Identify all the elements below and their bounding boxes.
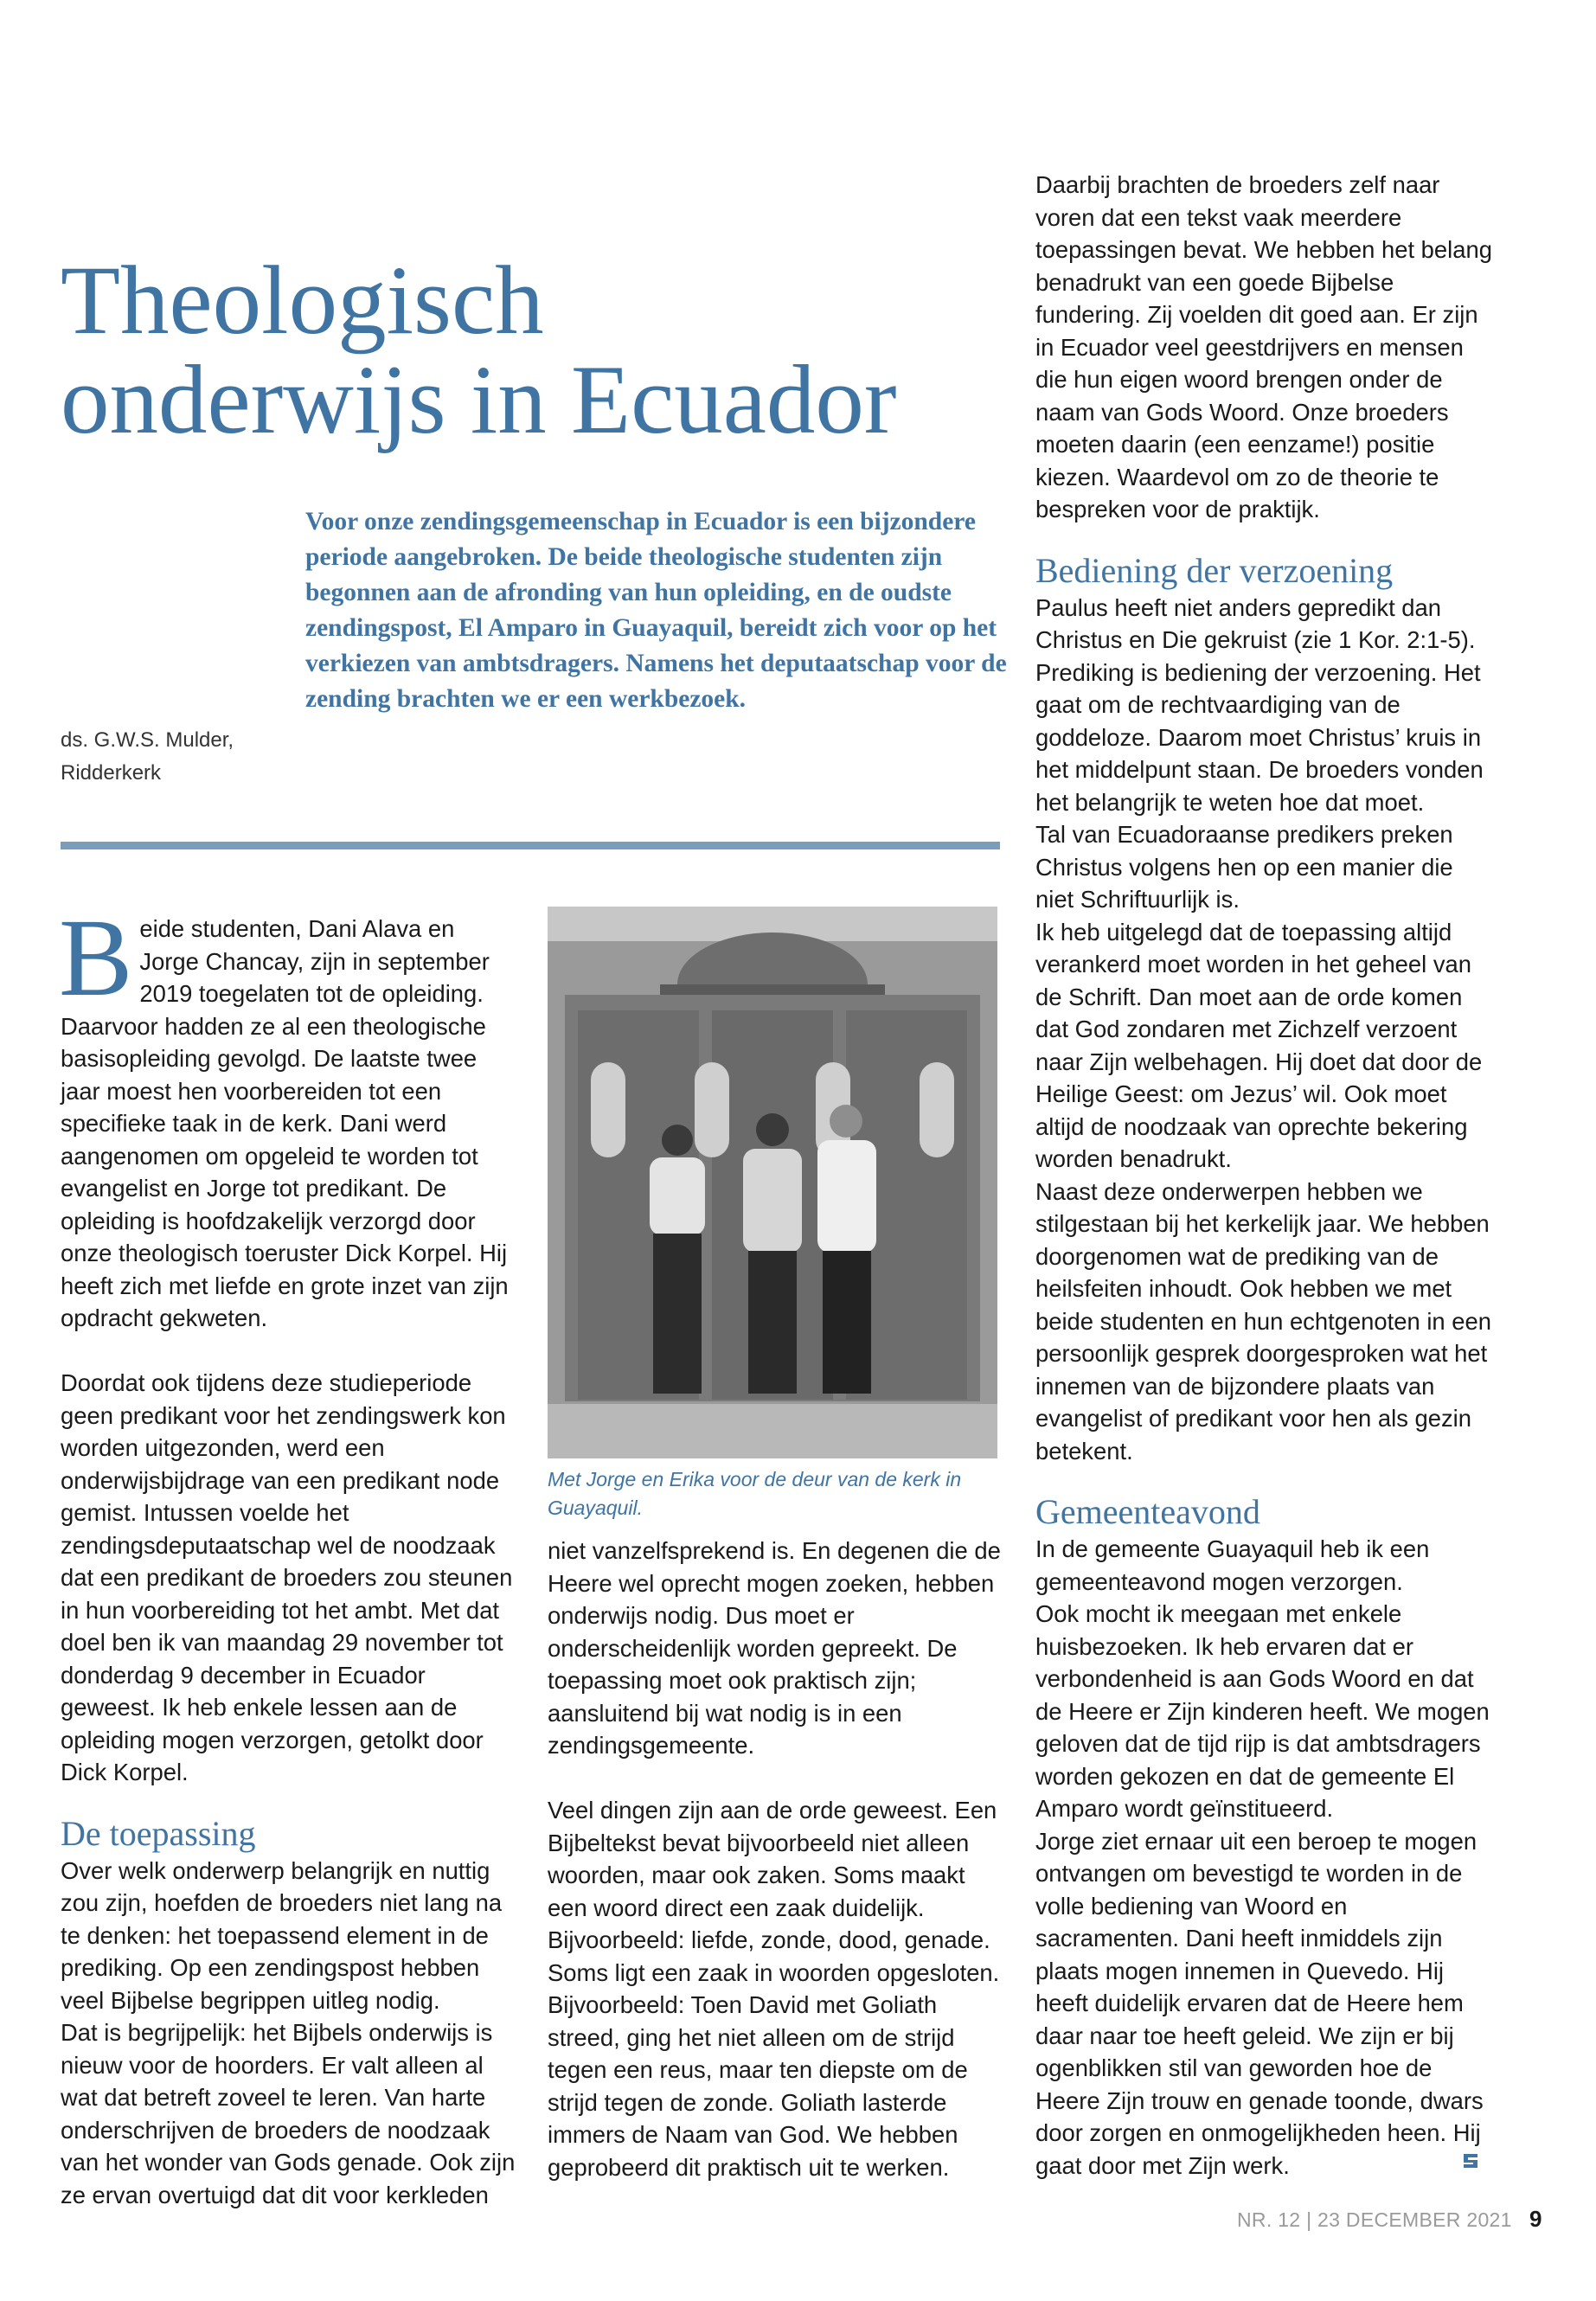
paragraph: Veel dingen zijn aan de orde geweest. Een Bijbeltekst bevat bijvoorbeeld niet alleen woorden, maar ook zaken. Soms maakt een woord direct een zaak duidelijk. Bijvoorbeeld: liefde, zonde, dood, genade. Soms ligt een zaak in woorden opgesloten. Bijvoorbeeld: Toen David met Goliath streed, ging het niet alleen om de strijd tegen een reus, maar ten diepste om de strijd tegen de zonde. Goliath lasterde immers de Naam van God. We hebben geprobeerd dit praktisch uit te werken.: [548, 1797, 1000, 2181]
photo-illustration: [548, 907, 997, 1458]
church-door-photo: [548, 907, 997, 1458]
column-3: [1035, 169, 1494, 2182]
page-number: 9: [1529, 2206, 1542, 2232]
paragraph: Tal van Ecuadoraanse predikers preken Christus volgens hen op een manier die niet Schriftuurlijk is.: [1035, 821, 1453, 913]
paragraph: Ik heb uitgelegd dat de toepassing altijd verankerd moet worden in het geheel van de Schrift. Dan moet aan de orde komen dat God zondaren met Zichzelf verzoent naar Zijn welbehagen. Hij doet dat door de Heilige Geest: om Jezus’ wil. Ook moet altijd de noodzaak van oprechte bekering worden benadrukt.: [1035, 918, 1483, 1172]
title-line-2: onderwijs in Ecuador: [61, 346, 897, 454]
drop-cap: B: [59, 896, 133, 1019]
author-place: Ridderkerk: [61, 761, 162, 785]
column-2: [548, 1535, 1002, 2183]
paragraph-text: eide studenten, Dani Alava en Jorge Chancay, zijn in september 2019 toegelaten tot de opleiding. Daarvoor hadden ze al een theologische basisopleiding gevolgd. De laatste twee jaar moest hen voorbereiden tot een specifieke taak in de kerk. Dani werd aangenomen om opgeleid te worden tot evangelist en Jorge tot predikant. De opleiding is hoofdzakelijk verzorgd door onze theologisch toeruster Dick Korpel. Hij heeft zich met liefde en grote inzet van zijn opdracht gekweten.: [61, 915, 509, 1331]
subheading-toepassing: De toepassing: [61, 1813, 256, 1853]
paragraph: Daarbij brachten de broeders zelf naar voren dat een tekst vaak meerdere toepassingen bevat. We hebben het belang benadrukt van een goede Bijbelse fundering. Zij voelden dit goed aan. Er zijn in Ecuador veel geestdrijvers en mensen die hun eigen woord brengen onder de naam van Gods Woord. Onze broeders moeten daarin (een eenzame!) positie kiezen. Waardevol om zo de theorie te bespreken voor de praktijk.: [1035, 171, 1492, 522]
article-title: [61, 247, 1012, 454]
intro-lead: Voor onze zendingsgemeenschap in Ecuador is een bijzondere periode aangebroken. De beide theologische studenten zijn begonnen aan de afronding van hun opleiding, en de oudste zendingspost, El Amparo in Guayaquil, bereidt zich voor op het verkiezen van ambtsdragers. Namens het deputaatschap voor de zending brachten we er een werkbezoek.: [305, 508, 1007, 713]
issue-footer: NR. 12 | 23 DECEMBER 2021: [1237, 2208, 1512, 2231]
paragraph: Paulus heeft niet anders gepredikt dan Christus en Die gekruist (zie 1 Kor. 2:1-5). Prediking is bediening der verzoening. Het gaat om de rechtvaardiging van de goddeloze. Daarom moet Christus’ kruis in het middelpunt staan. De broeders vonden het belangrijk te weten hoe dat moet.: [1035, 593, 1484, 816]
paragraph: Naast deze onderwerpen hebben we stilgestaan bij het kerkelijk jaar. We hebben doorgenomen wat de prediking van de heilsfeiten inhoudt. Ook hebben we met beide studenten en hun echtgenoten in een persoonlijk gesprek doorgesproken wat het innemen van de bijzondere plaats van evangelist of predikant voor hen als gezin betekent.: [1035, 1177, 1491, 1465]
paragraph: niet vanzelfsprekend is. En degenen die de Heere wel oprecht mogen zoeken, hebben onderwijs nodig. Dus moet er onderscheidenlijk worden gepreekt. De toepassing moet ook praktisch zijn; aansluitend bij wat nodig is in een zendingsgemeente.: [548, 1537, 1001, 1759]
title-line-1: Theologisch: [61, 247, 544, 355]
subheading-gemeenteavond: Gemeenteavond: [1035, 1492, 1260, 1531]
paragraph: [59, 896, 519, 1335]
photo-caption: Met Jorge en Erika voor de deur van de kerk in Guayaquil.: [548, 1468, 962, 1519]
column-1: [59, 896, 519, 2211]
paragraph: Doordat ook tijdens deze studieperiode geen predikant voor het zendingswerk kon worden uitgezonden, werd een onderwijsbijdrage van een predikant node gemist. Intussen voelde het zendingsdeputaatschap wel de noodzaak dat een predikant de broeders zou steunen in hun voorbereiding tot het ambt. Met dat doel ben ik van maandag 29 november tot donderdag 9 december in Ecuador geweest. Ik heb enkele lessen aan de opleiding mogen verzorgen, getolkt door Dick Korpel.: [61, 1369, 513, 1785]
paragraph: In de gemeente Guayaquil heb ik een gemeenteavond mogen verzorgen.: [1035, 1535, 1430, 1595]
author-byline: [61, 724, 285, 790]
section-divider: [61, 842, 1000, 849]
author-name: ds. G.W.S. Mulder,: [61, 728, 234, 752]
end-mark-icon: [1460, 2150, 1481, 2171]
paragraph: Ook mocht ik meegaan met enkele huisbezoeken. Ik heb ervaren dat er verbondenheid is aan Gods Woord en dat de Heere er Zijn kinderen heeft. We mogen geloven dat de tijd rijp is dat ambtsdragers worden gekozen en dat de gemeente El Amparo wordt geïnstitueerd.: [1035, 1600, 1490, 1822]
paragraph: Jorge ziet ernaar uit een beroep te mogen ontvangen om bevestigd te worden in de volle bediening van Woord en sacramenten. Dani heeft inmiddels zijn plaats mogen innemen in Quevedo. Hij heeft duidelijk ervaren dat de Heere hem daar naar toe heeft geleid. We zijn er bij ogenblikken stil van geworden hoe de Heere Zijn trouw en genade toonde, dwars door zorgen en onmogelijkheden heen. Hij gaat door met Zijn werk.: [1035, 1827, 1484, 2179]
paragraph: Dat is begrijpelijk: het Bijbels onderwijs is nieuw voor de hoorders. Er valt alleen al wat dat betreft zoveel te leren. Van harte onderschrijven de broeders de noodzaak van het wonder van Gods genade. Ook zijn ze ervan overtuigd dat dit voor kerkleden: [61, 2019, 516, 2208]
paragraph: Over welk onderwerp belangrijk en nuttig zou zijn, hoefden de broeders niet lang na te denken: het toepassend element in de prediking. Op een zendingspost hebben veel Bijbelse begrippen uitleg nodig.: [61, 1856, 503, 2014]
subheading-bediening: Bediening der verzoening: [1035, 550, 1394, 590]
